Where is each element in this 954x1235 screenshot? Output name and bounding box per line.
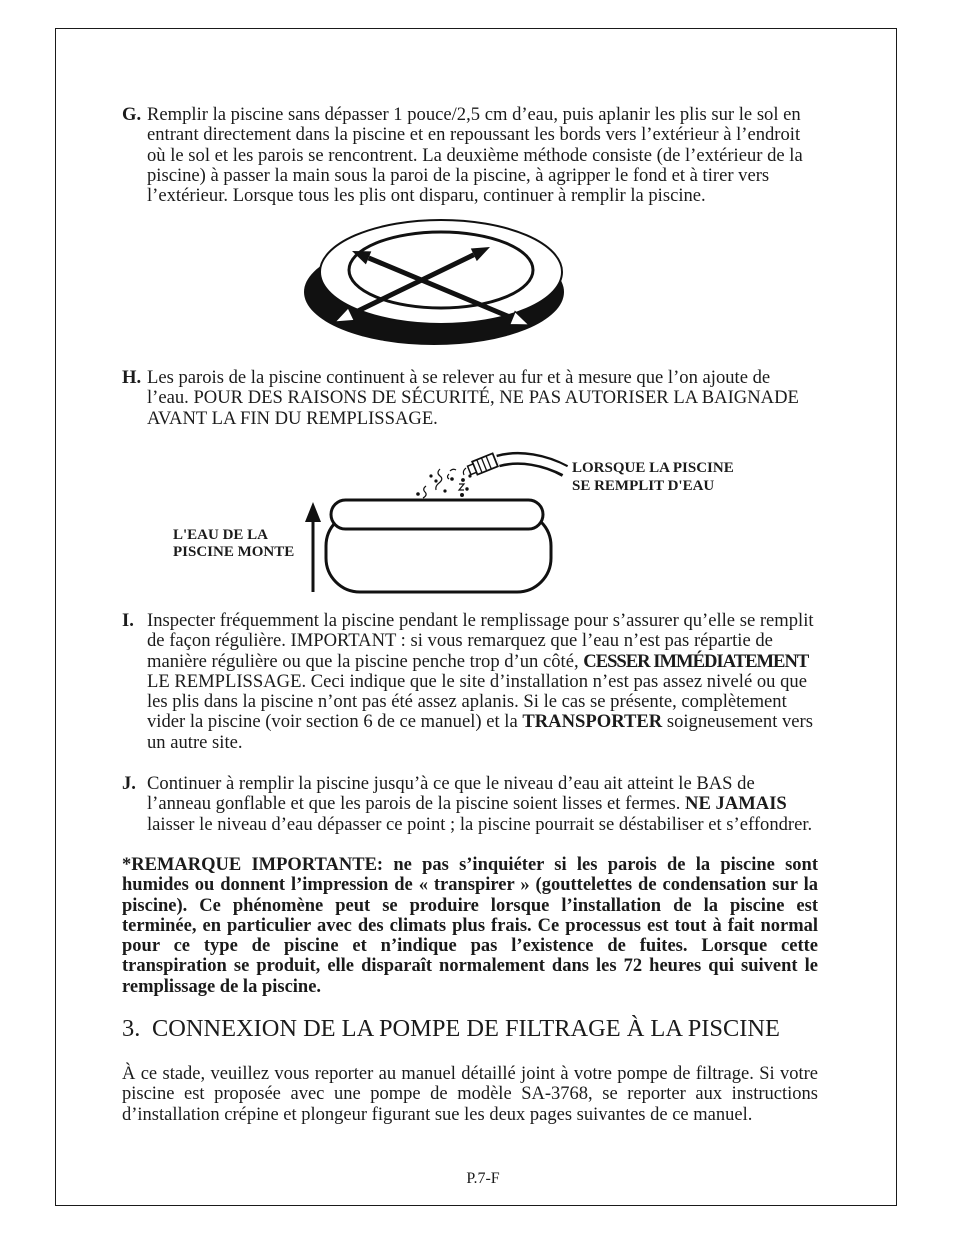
pool-top-view-figure <box>300 215 570 350</box>
step-label: G. <box>122 104 142 125</box>
text-line: où le sol et les parois se rencontrent. La deuxième méthode consiste (de l’extérieur de la <box>147 144 803 166</box>
text-line: LE REMPLISSAGE. Ceci indique que le site d’installation n’est pas assez nivelé ou que <box>147 670 807 692</box>
text-line: humides ou donnent l’impression de « transpirer » (gouttelettes de condensation sur la <box>122 875 818 896</box>
step-text <box>147 611 847 753</box>
step-label: I. <box>122 610 134 631</box>
caption-line: LORSQUE LA PISCINE <box>572 460 734 476</box>
text-segment: vider la piscine (voir section 6 de ce manuel) et la <box>147 711 523 733</box>
text-line: entrant directement dans la piscine et en repoussant les bords vers l’extérieur à l’endroit <box>147 124 801 146</box>
text-line: transpiration se produit, elle disparaît normalement dans les 72 heures qui suivent le <box>122 956 818 977</box>
caption-line: L'EAU DE LA <box>173 527 269 543</box>
text-line: de façon régulière. IMPORTANT : si vous remarquez que l’eau n’est pas répartie de <box>147 630 773 652</box>
text-line: piscine). Ce phénomène peut se produire lorsque l’installation de la piscine est <box>122 895 818 916</box>
text-line <box>147 712 847 732</box>
caption-line: PISCINE MONTE <box>173 544 295 560</box>
text-line: l’extérieur. Lorsque tous les plis ont disparu, continuer à remplir la piscine. <box>147 185 706 207</box>
important-note <box>122 855 818 997</box>
emphasis-text: NE JAMAIS <box>685 793 787 815</box>
text-line: piscine) à passer la main sous la paroi de la piscine, à agripper le fond et à tirer vers <box>147 164 770 186</box>
text-line: piscine est proposée avec une pompe de modèle SA-3768, se reporter aux instructions <box>122 1084 818 1105</box>
text-line <box>147 794 847 814</box>
pool-filling-figure <box>300 445 575 600</box>
text-line: AVANT LA FIN DU REMPLISSAGE. <box>147 407 438 429</box>
page-number: P.7-F <box>466 1170 500 1187</box>
step-label: J. <box>122 773 136 794</box>
caption-line: SE REMPLIT D'EAU <box>572 478 715 494</box>
text-segment: manière régulière ou que la piscine penche trop d’un côté, <box>147 650 584 672</box>
text-line: les plis dans la piscine n’ont pas été assez aplanis. Si le cas se présente, complètement <box>147 691 787 713</box>
emphasis-text: TRANSPORTER <box>522 711 663 733</box>
text-segment: soigneusement vers <box>662 711 813 733</box>
text-line: pour ce type de piscine et n’indique pas l’existence de fuites. Lorsque cette <box>122 936 818 957</box>
pool-top-ring <box>331 500 543 529</box>
text-line: terminée, en particulier avec des climats plus frais. Ce processus est tout à fait normal <box>122 915 818 936</box>
step-label: H. <box>122 367 142 388</box>
text-line: laisser le niveau d’eau dépasser ce point ; la piscine pourrait se déstabiliser et s’effondrer. <box>147 813 813 835</box>
text-line: d’installation crépine et plongeur figurant sue les deux pages suivantes de ce manuel. <box>122 1104 753 1125</box>
water-spray <box>417 468 471 498</box>
text-segment: l’anneau gonflable et que les parois de la piscine soient lisses et fermes. <box>147 793 686 815</box>
section-title: CONNEXION DE LA POMPE DE FILTRAGE À LA PISCINE <box>152 1015 780 1042</box>
text-line <box>147 652 847 672</box>
text-line: Les parois de la piscine continuent à se relever au fur et à mesure que l’on ajoute de <box>147 367 771 388</box>
hose-nozzle <box>467 453 498 476</box>
section-body <box>122 1064 818 1125</box>
text-line: Remplir la piscine sans dépasser 1 pouce/2,5 cm d’eau, puis aplanir les plis sur le sol en <box>147 104 801 125</box>
text-line: *REMARQUE IMPORTANTE: ne pas s’inquiéter si les parois de la piscine sont <box>122 855 818 875</box>
text-line: À ce stade, veuillez vous reporter au manuel détaillé joint à votre pompe de filtrage. Si votre <box>122 1064 818 1084</box>
text-line: l’eau. POUR DES RAISONS DE SÉCURITÉ, NE PAS AUTORISER LA BAIGNADE <box>147 387 799 409</box>
water-rising-caption <box>173 527 294 561</box>
text-line: Continuer à remplir la piscine jusqu’à ce que le niveau d’eau ait atteint le BAS de <box>147 773 755 794</box>
step-text <box>147 105 847 206</box>
filling-caption <box>572 459 734 495</box>
text-line: un autre site. <box>147 731 243 753</box>
water-rising-arrow-head-icon <box>305 502 321 522</box>
section-heading <box>0 1015 954 1043</box>
text-line: remplissage de la piscine. <box>122 976 322 997</box>
step-text <box>147 368 847 429</box>
section-number: 3. <box>122 1015 141 1042</box>
step-text <box>147 774 847 835</box>
text-line: Inspecter fréquemment la piscine pendant le remplissage pour s’assurer qu’elle se remplit <box>147 610 814 631</box>
emphasis-text: CESSER IMMÉDIATEMENT <box>583 650 809 672</box>
